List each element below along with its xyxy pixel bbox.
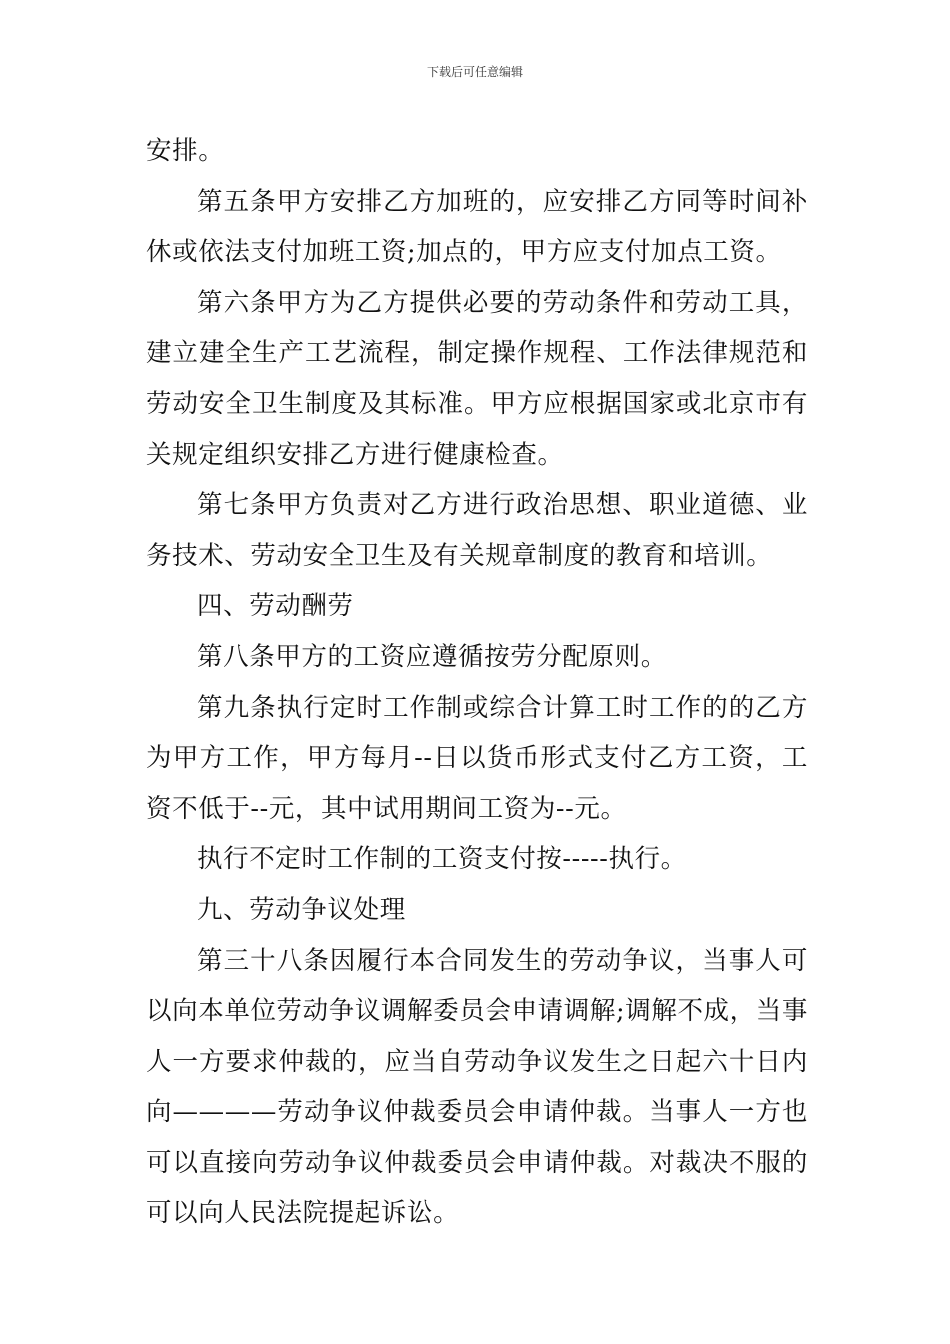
section-heading-remuneration: 四、劳动酬劳 [197, 591, 354, 622]
paragraph-article-9: 第九条执行定时工作制或综合计算工时工作的的乙方为甲方工作，甲方每月--日以货币形式支付乙方工资，工资不低于--元，其中试用期间工资为--元。 [146, 692, 808, 824]
section-heading-dispute: 九、劳动争议处理 [197, 894, 406, 925]
paragraph-continuation: 安排。 [146, 136, 225, 166]
paragraph-article-6: 第六条甲方为乙方提供必要的劳动条件和劳动工具，建立建全生产工艺流程，制定操作规程、工作法律规范和劳动安全卫生制度及其标准。甲方应根据国家或北京市有关规定组织安排乙方进行健康检查。 [146, 287, 808, 470]
paragraph-irregular-hours: 执行不定时工作制的工资支付按-----执行。 [197, 844, 687, 875]
page-header: 下载后可任意编辑 [426, 65, 523, 79]
paragraph-article-8: 第八条甲方的工资应遵循按劳分配原则。 [197, 641, 667, 672]
paragraph-article-38: 第三十八条因履行本合同发生的劳动争议，当事人可以向本单位劳动争议调解委员会申请调解;调解不成，当事人一方要求仲裁的，应当自劳动争议发生之日起六十日内向————劳动争议仲裁委员会申请仲裁。当事人一方也可以直接向劳动争议仲裁委员会申请仲裁。对裁决不服的可以向人民法院提起诉讼。 [146, 945, 808, 1229]
paragraph-article-7: 第七条甲方负责对乙方进行政治思想、职业道德、业务技术、劳动安全卫生及有关规章制度的教育和培训。 [146, 490, 808, 571]
paragraph-article-5: 第五条甲方安排乙方加班的，应安排乙方同等时间补休或依法支付加班工资;加点的，甲方应支付加点工资。 [146, 186, 808, 268]
document-body [146, 126, 808, 1239]
